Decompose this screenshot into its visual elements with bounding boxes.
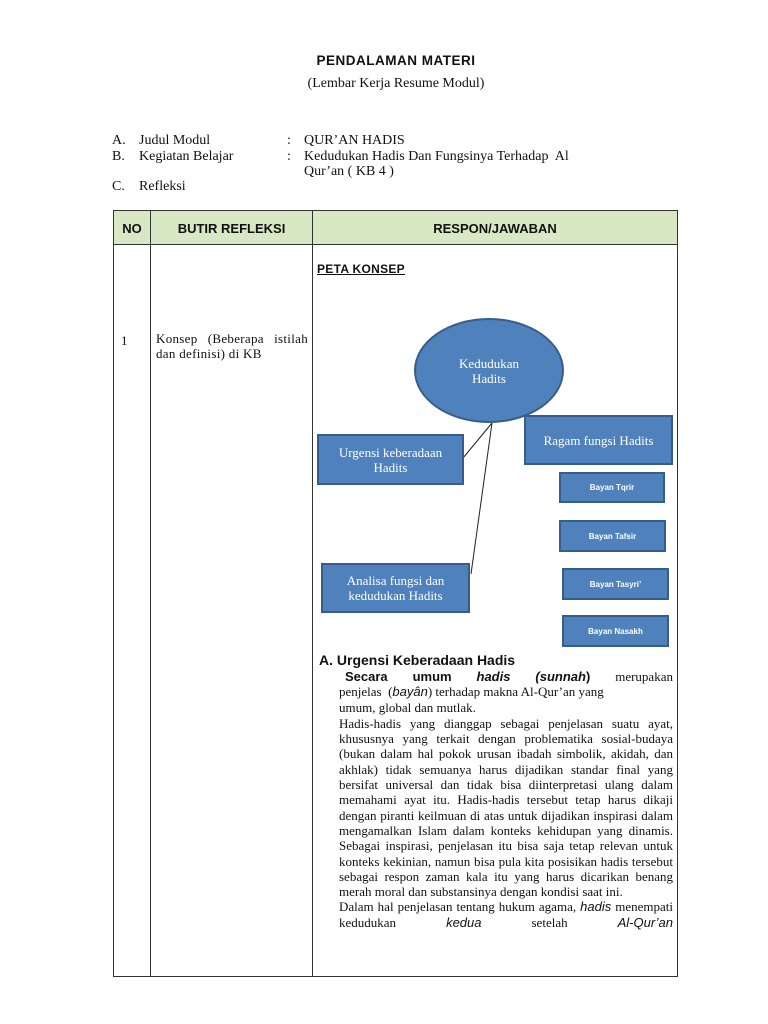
meta-label-refleksi: Refleksi <box>139 179 186 194</box>
header-butir-refleksi: BUTIR REFLEKSI <box>177 221 286 236</box>
node-analisa <box>321 563 470 613</box>
p3-kedudukan: menempati kedudukan <box>339 899 673 930</box>
node-bayan-tqrir <box>559 472 665 503</box>
node-urgensi-label: Urgensi keberadaan Hadits <box>338 444 443 475</box>
node-bayan-tqrir-label: Bayan Tqrir <box>589 483 635 492</box>
row-butir-text: Konsep (Beberapa istilah dan definisi) di KB <box>156 331 308 361</box>
meta-letter-a: A. <box>112 133 126 148</box>
node-bayan-tasyri <box>562 568 669 600</box>
p1-sunnah: (sunnah <box>535 669 586 684</box>
node-ragam-fungsi <box>524 415 673 465</box>
section-a-heading: A. Urgensi Keberadaan Hadis <box>319 652 516 668</box>
meta-colon: : <box>287 149 291 164</box>
p1-paren: ) <box>585 669 591 684</box>
connector-line <box>471 423 492 574</box>
document-title: PENDALAMAN MATERI <box>316 53 476 68</box>
meta-value-judul: QUR’AN HADIS <box>304 133 405 148</box>
header-respon-jawaban: RESPON/JAWABAN <box>433 221 557 236</box>
paragraph-1-rest <box>339 684 639 715</box>
section-a-body <box>339 669 673 930</box>
node-ragam-label: Ragam fungsi Hadits <box>543 432 654 448</box>
node-kedudukan-hadits <box>414 318 564 423</box>
node-bayan-tafsir-label: Bayan Tafsir <box>588 531 637 541</box>
node-bayan-tafsir <box>559 520 666 552</box>
p3-setelah: setelah <box>531 914 568 930</box>
p1-rest: ) terhadap makna Al-Qur’an yang umum, global dan mutlak. <box>339 684 604 715</box>
node-kedudukan-label: Kedudukan Hadits <box>459 355 519 386</box>
row-number: 1 <box>121 333 128 348</box>
header-no: NO <box>122 221 142 236</box>
meta-value-kegiatan-cont: Qur’an ( KB 4 ) <box>304 164 394 179</box>
node-analisa-label: Analisa fungsi dan kedudukan Hadits <box>346 573 445 603</box>
node-bayan-nasakh-label: Bayan Nasakh <box>588 626 643 636</box>
p1-hadis: hadis <box>476 669 511 684</box>
p1-bayan: bayân <box>392 684 428 700</box>
p3-text: Dalam hal penjelasan tentang hukum agama, <box>339 899 577 915</box>
p3-kedua: kedua <box>446 914 482 930</box>
concept-map-heading: PETA KONSEP <box>317 262 405 276</box>
meta-value-kegiatan: Kedudukan Hadis Dan Fungsinya Terhadap Al <box>304 149 569 164</box>
meta-colon: : <box>287 133 291 148</box>
p3-hadis: hadis <box>580 899 612 915</box>
paragraph-1-line-1 <box>345 669 673 684</box>
p3-alquran: Al-Qur’an <box>617 914 673 930</box>
node-bayan-tasyri-label: Bayan Tasyri’ <box>589 579 642 589</box>
paragraph-2: Hadis-hadis yang dianggap sebagai penjelasan suatu ayat, khususnya yang terkait dengan problematika sosial-budaya (bukan dalam hal pokok urusan ibadah simbolik, akidah, dan akhlak) tidak semuanya harus dijadikan standar final yang bersifat universal dan tidak bisa diinterpretasi ulang dalam memahami ayat itu. Hadis-hadis tersebut tetap harus dikaji dengan piranti keilmuan di atas untuk dijadikan inspirasi dalam mengamalkan Islam dalam konteks kehidupan yang dinamis. Sebagai inspirasi, penjelasan itu bisa saja tetap relevan untuk konteks kekinian, namun bisa pula kita posisikan hadis tersebut sebagai respon zaman kala itu yang harus dicarikan benang merah moral dan substansinya dengan kondisi saat ini. <box>339 715 673 900</box>
meta-label-judul: Judul Modul <box>139 133 211 148</box>
p1-penjelas: penjelas ( <box>339 684 393 700</box>
node-bayan-nasakh <box>562 615 669 647</box>
p1-secara-umum: Secara umum <box>345 669 452 684</box>
p1-merupakan: merupakan <box>615 669 673 684</box>
meta-label-kegiatan: Kegiatan Belajar <box>139 149 234 164</box>
node-urgensi <box>317 434 464 485</box>
paragraph-3 <box>339 899 673 930</box>
document-subtitle: (Lembar Kerja Resume Modul) <box>307 76 485 91</box>
meta-letter-b: B. <box>112 149 125 164</box>
meta-letter-c: C. <box>112 179 125 194</box>
